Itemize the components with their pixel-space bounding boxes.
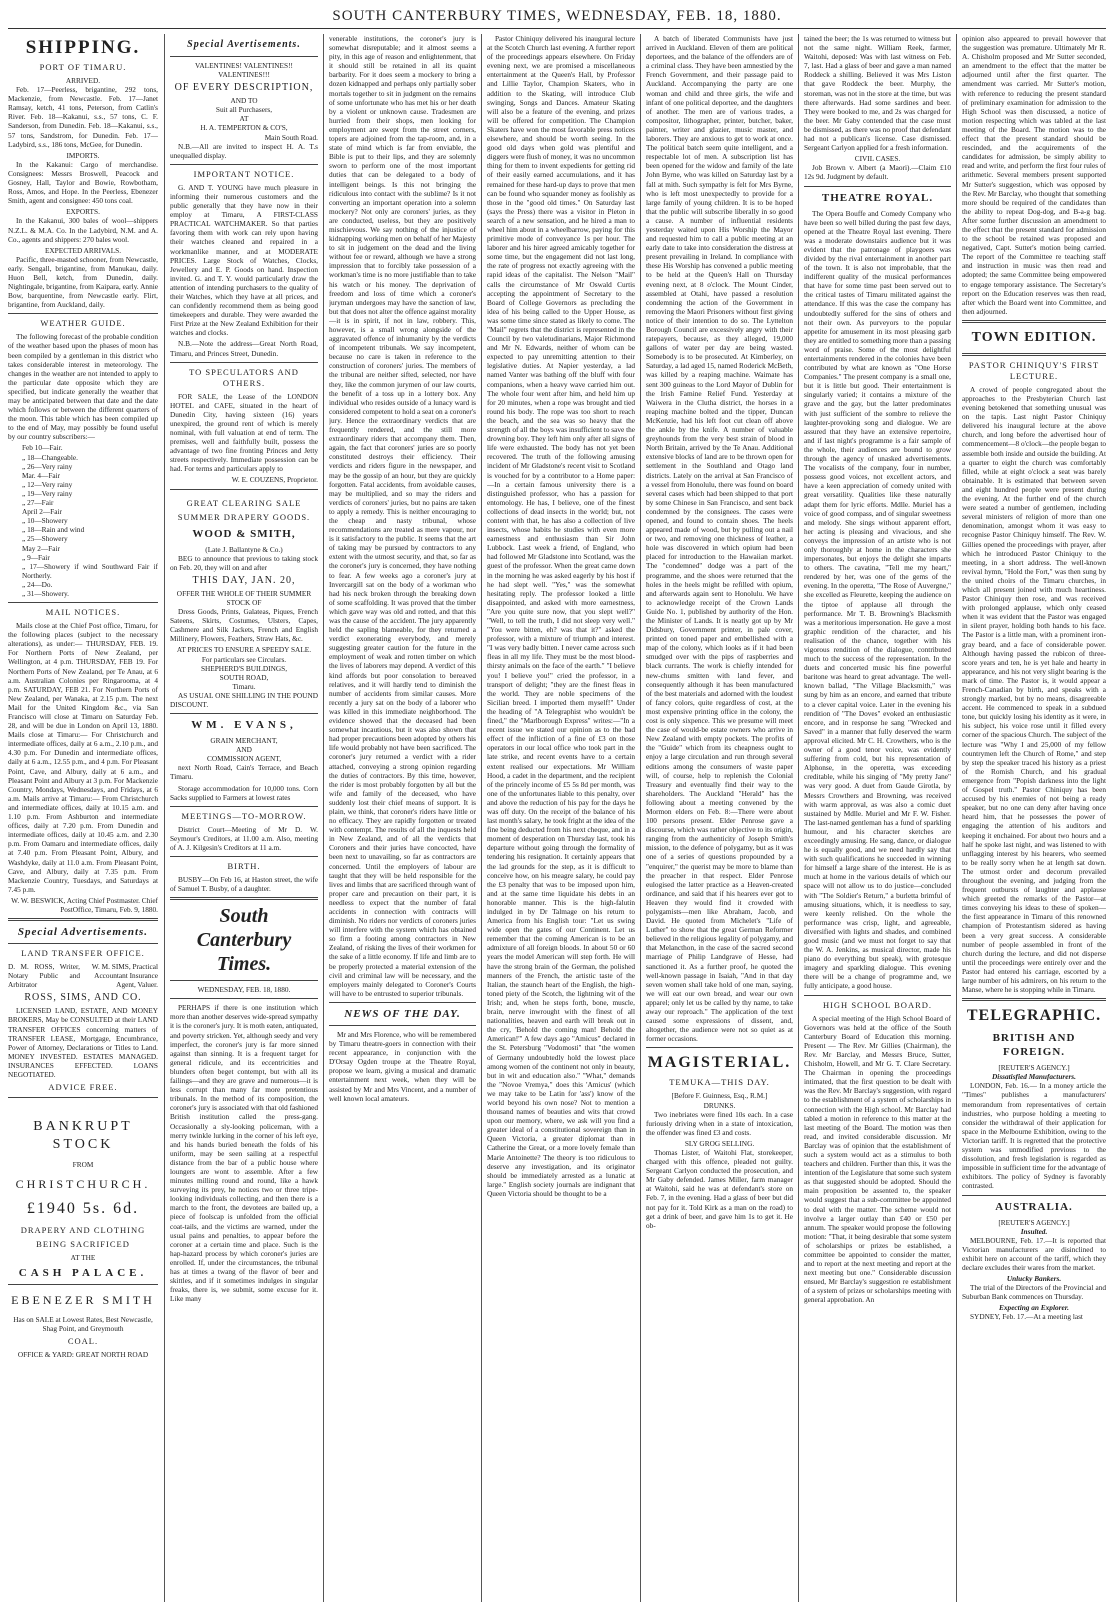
column-5 bbox=[646, 34, 793, 1604]
drunks-label: DRUNKS. bbox=[703, 1100, 736, 1110]
divider bbox=[170, 713, 318, 714]
ebenezer-smith: EBENEZER SMITH bbox=[11, 1293, 155, 1308]
timaru-label: Timaru. bbox=[232, 681, 256, 691]
weather-row: „ 19—Very rainy bbox=[22, 488, 73, 498]
at-the: AT THE bbox=[70, 1253, 96, 1263]
birth-heading: BIRTH. bbox=[227, 861, 261, 871]
column-rule bbox=[164, 34, 165, 1602]
insulted-text: MELBOURNE, Feb. 17.—It is reported that Victorian manufacturers are disinclined to exhibit here on account of the tariff, which they declare excludes their wares from the market. bbox=[962, 1235, 1106, 1272]
column-rule bbox=[956, 34, 957, 1602]
weather-row: „ 31—Showery. bbox=[22, 588, 69, 598]
temperton-nb: N.B.—All are invited to inspect H. A. T.s unequalled display. bbox=[170, 141, 318, 160]
reuters-agency: [REUTER'S AGENCY.] bbox=[998, 1063, 1070, 1073]
civil-cases-text: Job Brown v. Albert (a Maori).—Claim £10 12s 9d. Judgment by default. bbox=[804, 163, 951, 182]
bankrupt-stock: BANKRUPT STOCK bbox=[33, 1119, 133, 1153]
divider bbox=[329, 1002, 476, 1003]
exports-text: In the Kakanui, 300 bales of wool—shippers N.Z.L. & M.A. Co. In the Ladybird, N.M. and A. Co., agents and shippers: 270 bales wool. bbox=[8, 216, 158, 244]
unlucky-text: The trial of the Directors of the Provincial and Suburban Bank commences on Thursday. bbox=[962, 1283, 1106, 1302]
meetings-text: District Court—Meeting of Mr D. W. Seymour's Creditors, at 11.00 a.m. Also, meeting of A. J. Kilgesin's Creditors at 11 a.m. bbox=[170, 824, 318, 852]
stock-price: £1940 5s. 6d. bbox=[26, 1200, 140, 1218]
commission-agent: COMMISSION AGENT, bbox=[206, 754, 282, 764]
news-continued: Pastor Chiniquy delivered his inaugural lecture at the Scotch Church last evening. A further report of the proceedings appears elsewhere. On Friday evening next, we are promised a miscellaneous entertainment at the Queen's Hall, by Professor and Lillie Taylor, Champion Skaters, who in addition to the Skating, will introduce Club swinging, Songs and Dances. Amateur Skating will also be a feature of the evening, and prizes will be offered for competition. The Champion Skaters have won the most favorable press notices elsewhere, and should be worth seeing. In the good old days when gold was plentiful and diggers were flush of money, it was no uncommon thing for them to invent expedients for getting rid of their easily earned accumulations, and it has remained for these hard-up days to prove that men can be found who squander money as foolishly as those in the "good old times." On Saturday last (says the Press) there was a visitor in Pleton in search of a new sensation, and he hired a man to wheel him about in a wheelbarrow, paying for this primitive mode of conveyance 1s per hour. The laborer and his hirer agreed amicably together for some time, but the engagement did not last long, the rate of progress not exactly agreeing with the rapid ideas of the capitalist. The Nelson "Mail" calls the circumstance of Mr Oswald Curtis accepting the appointment of Secretary to the Board of College Governors as precluding the idea of his being called to the Upper House, as was some time since stated as likely to come. The "Mail" regrets that the district is represented in the Council by two valetudinarians, Major Richmond and Mr N. Edwards, neither of whom can be expected to pay unremitting attention to their legislative duties. At Napier yesterday, a lad named Vanter was bathing off the bluff with four companions, when a heavy wave carried him out. The whole four went after him, and held him up for 20 minutes, when a rope was brought and tied round his body. The rope was too short to reach the beach, and the sea was so heavy that the strength of all the boys was insufficient to save the drowning boy. They left him only after all signs of life were exhausted. The body has not yet been recovered. The truth of the following amusing incident of Mr Gladstone's recent visit to Scotland is vouched for by a contributor to a Home paper:—In a certain famous university there is a distinguished professor, who has a passion for entomology. He has, I believe, one of the finest collections of dead insects in the world; but, not content with that, he has also a collection of live insects, whose habits he studies with even more earnestness and enthusiasm than Sir John Lubbock. Last week a friend, of England, who had followed Mr Gladstone into Scotland, was the guest of the professor. When the great came down in the morning he was asked eagerly by his host if he had slept well. "Yes," was the somewhat hesitating reply. The professor looked a little disappointed, and asked with more earnestness, "Are you quite sure now, that you slept well?" "Well, to tell the truth, I did not sleep very well." "You were bitten, eh? was that it?" asked the professor, with a mixture of triumph and interest. "I was very badly bitten. I never came across such fleas in all my life. They must be the most blood-thirsty animals on the face of the earth." "I believe you! I believe you!" cried the professor, in a transport of delight; "they are the finest fleas in the world. They are noble specimens of the Sicilian breed. I imported them myself!" Under the heading of "A Telegraphist who wouldn't be fined," the "Marlborough Express" writes:—"In a recent issue we stated our opinion as to the bad effect of the infliction of a fine of £3 on those operators in our local office who took part in the late strike, and recent events have to a certain extent realised our expectations. Mr William Hood, a cadet in the department, and the recipient of the princely income of £5 5s 8d per month, was one of the unfortunates liable to this penalty, over and above the reduction of his pay for the days he was off duty. On the receipt of the balance of his last month's salary, he took fright at the idea of the fine being deducted from his next cheque, and in a moment of desperation on Thursday last, took his departure without going through the formality of tendering his resignation. It certainly appears that the lad grounds for the step, as it is difficult to conceive how, on his meagre salary, he could pay the £3 penalty that was to be imposed upon him, and at the same time liquidate his debts in an honorable manner. This is the high-falutin indulged in by Dr Talmage on his return to America from his English tour: "Let us swing wide open the gates of our Continent. Let us remember that the coming American is to be an admixture of all foreign bloods. In about 50 or 60 years the model American will step forth. He will have the strong brain of the German, the polished manners of the French, the artistic taste of the Italian, the staunch heart of the English, the high-toned piety of the Scotch, the lightning wit of the Irish; and, when he steps forth, bone, muscle, brain, nerve inwrought with the finest of all nationalities, heaven and earth will break out in the cry, 'Behold the coming man! Behold the American!'" A few days ago "Amicus" declared in the St. Petersburg "Vodomosti" that "the women of Germany undoubtedly hold the lowest place among women of the continent not only in beauty, but in wit and education also." "What," demands the "Novoe Vremya," does this 'Amicus' (which we may take to be Latin for 'ass') know of the world beyond his own nose? Not to mention a thousand names of beauties and wits that crowd upon our memory, where, we ask will you find a greater ideal of a constitutional sovereign than in Queen Victoria, a greater diplomat than in Catherine the Great, or a more lovely female than Marie Antoinette? The theory is too ridiculous to deserve any investigation, and its originator should be immediately arrested as a lunatic at large." English society journals are indignant that Queen Victoria should be thought to be a bbox=[487, 34, 635, 1198]
divider bbox=[170, 998, 318, 999]
offer-stock: OFFER THE WHOLE OF THEIR SUMMER STOCK OF bbox=[176, 588, 312, 607]
grain-merchant: GRAIN MERCHANT, bbox=[210, 736, 278, 746]
this-day: THIS DAY, JAN. 20, bbox=[192, 574, 296, 586]
telegraphic-heading: TELEGRAPHIC. bbox=[966, 1007, 1102, 1025]
column-rule bbox=[798, 34, 799, 1602]
ross-sims-heading: ROSS, SIMS, AND CO. bbox=[24, 992, 142, 1004]
sly-grog-continued: tained the beer; the 1s was returned to witness but not the same night. William Reek, farmer, Waitohi, deposed: Was with last witness on Feb. 7, last. Had a glass of beer and gave a man named Roddeck a shilling. Believed it was Mrs Liston that gave Roddeck the beer. Murphy, the storeman, was not in the store at the time, but was there afterwards. Had some sardines and beer. They were booked to me, and 2s was charged for the beer. Mr Gaby contended that the case must be dismissed, as there was no proof that defendant had not a publican's license. Case dismissed. Sergeant Carlyon applied for a fresh information. bbox=[804, 34, 951, 153]
explorer-heading: Expecting an Explorer. bbox=[999, 1303, 1069, 1313]
weather-text: The following forecast of the probable condition of the weather based upon the phases of moon has been compiled by a gentleman in this district who takes considerable interest in meteorology. The changes in the weather are not intended to apply to the particular date opposite which they are specified, but indicate generally the weather that may be anticipated between that date and the date which follows or between the different quarters of the moon. This table which has been compiled up to the end of May, may possibly be found useful by our country subscribers:— bbox=[8, 332, 158, 442]
divider bbox=[962, 1195, 1106, 1196]
weather-row: „ 9—Fair bbox=[22, 552, 50, 562]
divider bbox=[962, 998, 1106, 1001]
divider bbox=[804, 186, 951, 187]
meetings-heading: MEETINGS—TO-MORROW. bbox=[181, 810, 307, 821]
weather-row: „ 10—Showery bbox=[22, 516, 68, 526]
beg-text: BEG to announce that previous to taking stock on Feb. 20, they will on and after bbox=[170, 553, 318, 572]
south-road: SOUTH ROAD, bbox=[219, 672, 269, 682]
speculators-heading: TO SPECULATORS AND OTHERS. bbox=[189, 366, 299, 388]
weather-row: „ 24—Do. bbox=[22, 579, 53, 589]
office-yard: OFFICE & YARD: GREAT NORTH ROAD bbox=[17, 1350, 149, 1360]
masthead-rule bbox=[8, 28, 1106, 29]
high-school-heading: HIGH SCHOOL BOARD. bbox=[822, 999, 933, 1010]
weather-row: „ 27—Fair bbox=[22, 498, 54, 508]
main-south-road: Main South Road. bbox=[264, 132, 318, 142]
ross-sims-text: LICENSED LAND, ESTATE, AND MONEY BROKERS, May be CONSULTED at their LAND TRANSFER OFFICES concerning matters of TRANSFER LEASE, Mortgage, Encumbrance, Power of Attorney, Declarations or Titles to Land. MONEY INVESTED. ESTATES MANAGED. INSURANCES EFFECTED. LOANS NEGOTIATED. bbox=[8, 1006, 158, 1079]
chiniquy-heading: PASTOR CHINIQUY'S FIRST LECTURE. bbox=[968, 359, 1100, 381]
column-1 bbox=[8, 34, 158, 1604]
shipping-heading: SHIPPING. bbox=[25, 37, 141, 58]
divider bbox=[329, 1025, 476, 1026]
from-label: FROM bbox=[72, 1160, 94, 1170]
speculators-text: FOR SALE, the Lease of the LONDON HOTEL and CAFE, situated in the heart of Dunedin City, having sixteen (16) years unexpired, the ground rent of which is merely nominal, with full valuation at end of term. The premises, well and faithfully built, possess the advantage of two fine fronting Princes and Jetty streets respectively. Immediate possession can be had. For terms and particulars apply to bbox=[170, 391, 318, 474]
temuka-heading: TEMUKA—THIS DAY. bbox=[669, 1077, 770, 1088]
divider bbox=[646, 1047, 793, 1048]
news-text: Mr and Mrs Florence, who will be remembered by Timaru theatre-goers in connection with their recent appearance, in conjunction with the D'Orsay Ogden troupe at the Theatre Royal, propose we learn, giving a musical and dramatic entertainment next week, when they will be assisted by Mr and Mrs Vincent, and a number of well known local amateurs. bbox=[329, 1029, 476, 1103]
divider bbox=[8, 918, 158, 921]
clearing-sale: GREAT CLEARING SALE bbox=[186, 497, 302, 508]
advice-free: ADVICE FREE. bbox=[48, 1082, 118, 1093]
unlucky-heading: Unlucky Bankers. bbox=[1006, 1274, 1062, 1284]
being-sacrificed: BEING SACRIFICED bbox=[36, 1239, 130, 1250]
sly-grog-text: Thomas Lister, of Waitohi Flat, storekeeper, charged with this offence, pleaded not guilty. Sergeant Carlyon conducted the prosecution, and Mr Gaby defended. James Miller, farm manager at Waitohi, said he was at defendant's store on Feb. 7, in the evening. Had a glass of beer but did not pay for it. Told Kirk as a man on the road) to get a drink of beer, and gave him 1s to get it. He ob- bbox=[646, 1147, 793, 1230]
high-school-continued: opinion also appeared to prevail however that the suggestion was premature. Ultimately Mr R. A. Chisholm proposed and Mr Sutter seconded, an amendment to the effect that the matter be adjourned until after the first quarter. The amendment was carried. Mr Sutter's motion, with reference to reducing the present standard of preliminary examination for admission to the High School was then discussed, a notice of motion respecting which was tabled at the last meeting of the Board. The motion was to the effect that the present standard should be rescinded, and the acquirements of the candidates for admission, be simply ability to read and write, and perform the first four rules of arithmetic. Several members present supported Mr Sutter's suggestion, which was opposed by the Rev. Mr Barclay, who thought that something more should be required of the candidates than the ability to repeat Dog-dog, and B-a-g bag. After some further discussion an amendment to the effect that the present standard for admission to the school be retained was proposed and negatived, Capt. Sutter's motion being carried. The report of the Committee re teaching staff and instruction in music was then read and adopted; the same Committee being empowered to engage temporary assistance. The Secretary's report on the Education reserves was then read, after which the Board went into Committee, and then adjourned. bbox=[962, 34, 1106, 316]
weather-row: „ 25—Showery bbox=[22, 534, 68, 544]
at-label: AT bbox=[239, 114, 249, 124]
christchurch: CHRISTCHURCH. bbox=[15, 1177, 151, 1192]
weather-row: May 2—Fair bbox=[22, 543, 60, 553]
shepherds-buildings: SHEPHERD'S BUILDINGS, bbox=[200, 663, 288, 673]
leader-article: PERHAPS if there is one institution which more than another deserves wide-spread sympathy it is the coroner's jury. It is moth eaten, antiquated, and poverty stricken. Yet, although seedy and very imperfect, the coroner's jury is far more sinned against than sinning. It is a frequent target for general ridicule, and its eccentricities and blunders often beget contempt, but with all its failings—and they are grave and numerous—it is less corrupt than many far more pretentious tribunals. In the method of its composition, the coroner's jury is associated with that old fashioned British institution called the press-gang. Occasionally a sly-looking policeman, with a merry twinkle lurking in the corner of his left eye, and his hands buried beneath the folds of his uniform, may be seen sailing at a respectful distance from the bar of a public house where loungers are wont to assemble. After a few minutes milling round and round, like a hawk surveying its prey, he notices two or three tripe-looking individuals collecting, and then there is a march to the front, the devotees are bailed up, a piece of foolscap is unfolded from the official coat-tails, and the victims are warned, under the usual pains and penalties, to appear before the coroner at a certain time and place. Such is the hap-hazard process by which coroner's juries are enrolled. If, under the circumstances, the tribunal has at times a twang of the flavor of beer and skittles, and if it sometimes indulges in singular freaks, there is, we submit, some excuse for it. Like many bbox=[170, 1003, 318, 1304]
special-ads-heading: Special Advertisements. bbox=[17, 926, 149, 939]
column-rule bbox=[481, 34, 482, 1602]
port-heading: PORT OF TIMARU. bbox=[39, 62, 127, 72]
goods-list: Dress Goods, Prints, Galateas, Piques, French Sateens, Skirts, Costumes, Ulsters, Capes, Cashmere and Silk Jackets, French and English Millinery, Flowers, Feathers, Straw Hats, &c. bbox=[170, 607, 318, 644]
imports-label: IMPORTS. bbox=[66, 150, 100, 160]
divider bbox=[170, 362, 318, 363]
british-foreign-heading: BRITISH AND FOREIGN. bbox=[992, 1032, 1076, 1059]
weather-row: „ 18—Rain and wind bbox=[22, 525, 85, 535]
mail-signature: W. W. BESWICK, Acting Chief Postmaster. Chief PostOffice, Timaru, Feb. 9, 1880. bbox=[11, 895, 158, 914]
divider bbox=[962, 320, 1106, 323]
reuters-agency: [REUTER'S AGENCY.] bbox=[998, 1217, 1070, 1227]
discount: AS USUAL ONE SHILLING IN THE POUND DISCOUNT. bbox=[170, 690, 318, 709]
summer-drapery: SUMMER DRAPERY GOODS. bbox=[177, 511, 311, 522]
birth-text: BUSBY—On Feb 16, at Haston street, the wife of Samuel T. Busby, of a daughter. bbox=[170, 875, 318, 894]
divider bbox=[8, 602, 158, 603]
cash-palace: CASH PALACE. bbox=[18, 1267, 148, 1280]
wood-smith: WOOD & SMITH, bbox=[192, 527, 296, 540]
couzens: W. E. COUZENS, Proprietor. bbox=[231, 475, 318, 485]
temperton: H. A. TEMPERTON & CO'S, bbox=[200, 123, 288, 133]
land-right: W. M. SIMS, Practical Accountant Insurance Agent, Valuer. bbox=[91, 962, 158, 990]
column-rule bbox=[323, 34, 324, 1602]
sly-grog-label: SLY GROG SELLING. bbox=[684, 1138, 755, 1148]
exports-label: EXPORTS. bbox=[66, 207, 100, 217]
divider bbox=[170, 56, 318, 57]
australia-heading: AUSTRALIA. bbox=[995, 1200, 1073, 1213]
weather-row: „ 17—Showery if wind Southward Fair if Northerly. bbox=[22, 561, 158, 580]
expected-label: EXPECTED ARRIVALS. bbox=[44, 245, 122, 255]
divider bbox=[170, 980, 318, 981]
weather-row: „ 12—Very rainy bbox=[22, 479, 73, 489]
town-edition-heading: TOWN EDITION. bbox=[971, 329, 1097, 345]
suit-purchasers: Suit all Purchasers, bbox=[215, 105, 273, 115]
evans-heading: WM. EVANS, bbox=[191, 719, 297, 732]
weather-heading: WEATHER GUIDE. bbox=[40, 318, 126, 329]
dissatisfied-heading: Dissatisfied Manufacturers. bbox=[992, 1072, 1076, 1082]
dateline: WEDNESDAY, FEB. 18, 1880. bbox=[197, 985, 291, 995]
explorer-text: SYDNEY, Feb. 17.—At a meeting last bbox=[970, 1312, 1083, 1322]
column-rule bbox=[640, 34, 641, 1602]
column-6 bbox=[804, 34, 951, 1604]
weather-table bbox=[8, 443, 158, 598]
coal-label: COAL. bbox=[67, 1336, 99, 1347]
and-label: AND bbox=[236, 745, 252, 755]
divider bbox=[170, 806, 318, 807]
civil-cases-label: CIVIL CASES. bbox=[854, 154, 901, 164]
imports-text: In the Kakanui: Cargo of merchandise. Consignees: Messrs Broswell, Peacock and Gosney, Hall, Taylor and Bowie, Rowbotham, Ross, Amos, and Hope. In the Peerless, Ebenezer Smith, agent and consignee: 450 tons coal. bbox=[8, 159, 158, 206]
chiniquy-text: A crowd of people congregated about the approaches to the Presbyterian Church last evening betokened that something unusual was on the tapis. Last night Pastor Chiniquy delivered his inaugural lecture at the above church, and long before the advertised hour of commencement—8 o'clock—the people began to assemble both inside and outside the building. At a quarter to eight the church was comfortably filled, while at eight o'clock a seat was barely obtainable. It is estimated that between seven and eight hundred people were present during the evening. At the further end of the church were seated a number of gentlemen, including several ministers of religion of more than one denomination, amongst whom it was easy to recognise Pastor Chiniquy himself. The Rev. W. Gillies opened the proceedings with prayer, after which he introduced Pastor Chiniquy to the meeting, in a short address. The well-known revival hymn, "Hold the Fort," was then sung by the united choirs of the Timaru churches, in which all present joined with much heartiness. Pastor Chiniquy then rose, and was received with prolonged applause, which only ceased when it was evident that the Pastor was engaged in silent prayer, holding both hands to his face. The Pastor is a little man, with a prominent iron-gray beard, and a face of considerable power. Although having passed the rubicon of three-score years and ten, he is yet hale and hearty in appearance, and his not very slight bearing is the mark of time. The Pastor is, it would appear a French-Canadian by birth, and speaks with a strongly marked, but by no means, disagreeable accent. He commenced to speak in a subdued tone, but quickly losing his identity as it were, in his subject, his voice rose until it filled every corner of the spacious Church. The subject of the lecture was "Why I and 25,000 of my fellow countrymen left the Church of Rome," and step by step the speaker traced his history as a priest of the Romish Church, and his gradual emergence from "Popish darkness into the light of Gospel truth." Pastor Chiniquy has been accused by his enemies of not being a ready speaker, but no one can deny after having once heard him, that he possesses the power of engaging the attention of his auditors and keeping it enchained. For about two hours and a half he spoke last night, and was listened to with unflagging interest by his hearers, who seemed to be really sorry when he at length sat down. The utmost order and decorum prevailed throughout the evening, and judging from the frequent outbursts of laughter and applause which greeted the remarks of the Pastor—at times conveying his ideas to these of spoken—the first appearance in Timaru of this renowned champion of Protestantism sidered as having been a very great success. A considerable number of people assembled in front of the church during the lecture, and did not disperse until the proceedings were entirely over and the Pastor had entered his carriage, escorted by a large number of his admirers, on his return to the Manse, where he is stopping while in Timaru. bbox=[962, 384, 1106, 995]
divider bbox=[804, 995, 951, 996]
leader-continued: venerable institutions, the coroner's jury is somewhat disreputable; and it almost seems a pity, in this age of reason and enlightenment, that it should still be retained in all its quaint barbarity. For it does seem a mockery to bring a dozen kidnapped and perhaps only partially sober mortals together to sit in judgment on the remains of some unfortunate who has met his or her death by a violent or unknown cause. Tradesmen are hurried from their shops, men looking for employment are swept from the street corners, topers are adjoined from the tap-room, and, in a state of mind which is far from enviable, the Bible is put to their lips, and they are solemnly sworn to perform one of the most important duties that can be delegated to a body of intelligent beings. Is this not bringing the ridiculous into contact with the sublime? Is it not converting an important operation into a solemn mockery? Not only are coroners' juries, as they are conducted, useless, but they are positively mischievous. We say nothing of the injustice of kidnapping working men on behalf of her Majesty to sit in judgement on the dead and the living without fee or reward, although we have a strong impression that to forcibly take possession of a workman's time is no more justifiable than to take his watch or his money. The deprivation of freedom and loss of time which a coroner's juryman undergoes may have the sanction of law, but that does not alter the offence against morality—it is in spirit, if not in law, robbery. This, however, is a small wrong alongside of the aggravated offence of inhumanity by the verdicts of incompetent tribunals. We say incompetent, because no care is taken in reference to the construction of coroners' juries. The members of the tribunal are neither sifted, selected, nor have they, like the common jurymen of our law courts, the benefit of a toss up in a lottery box. Any individual who resides outside of a lunacy ward is considered competent to hold a seat on a coroner's jury. Hence the extraordinary verdicts that are frequently rendered, and the still more extraordinary riders that accompany them. Then, again, the fact that coroners' juries are so poorly constituted destroys their efficiency. Their verdicts and riders figure in the newspaper, and may be the gossip of an hour, but they are quickly forgotten. Fatal accidents, from avoidable causes, may be multiplied, and so may the riders and verdicts of coroners' juries, but no pains are taken to apply a remedy. This is neither encouraging to the cheap and nasty tribunal, whose recommendations are treated as mere vapour, nor is it satisfactory to the public. It seems that the art of taking may be pursued by contractors to any extent with the utmost security, and that, so far as the coroner's jury is concerned, they have nothing to fear. A few weeks ago a coroner's jury at Invercargill sat on the body of a workman who had his neck broken through the breaking down of some scaffolding. It was proved that the timber which gave way was old and rotted, and that this was the cause of the accident. The jury apparently held the sapling blameable, for they returned a verdict exonerating everybody, and merely suggesting greater caution for the future in the employment of weak and rotten timber on which the lives of laborers may depend. A verdict of this kind affords but poor consolation to bereaved relatives, and it will hardly tend to diminish the number of accidents from similar causes. More recently a jury sat on the body of a laborer who was killed in this immediate neighborhood. The evidence showed that the deceased had been somewhat incautious, but it was also shown that had proper precautions been adopted by others his life would probably not have been sacrificed. The coroner's jury returned a verdict with a rider attached, conveying a strong opinion regarding the duties of contractors. By this time, however, the rider is most probably forgotten by all but the wife and family of the deceased, who have suddenly lost their chief means of support. It is plain, we think, that coroner's riders have little or no efficacy. They are rapidly forgotten or treated with contempt. The results of all the inquests held in New Zealand, and of all the verdicts that Coroners and their juries have concocted, have been next to unavailing, so far as contractors are concerned. Until the employers of labour are taught that they will be held responsible for the lives and limbs that are sacrificed through want of proper care and precaution on their part, it is needless to expect that the number of fatal accidents in connection with contracts will diminish. No riders nor verdicts of coroners juries will interfere with the system which has obtained so firm a footing among contractors in New Zealand, of risking the lives of their workmen for the sake of a little economy. If life and limb are to be properly protected a material extension of the civil and criminal law will be necessary, and the employers mainly delegated to Coroner's Courts will have to be entrusted to superior tribunals. bbox=[329, 34, 476, 998]
high-school-text: A special meeting of the High School Board of Governors was held at the office of the South Canterbury Board of Education this morning. Present — The Rev. Mr Gillies (Chairman), the Rev. Mr Barclay, and Messrs Bruce, Sutter, Chisholm, Howell, and Mr G. T. Clare Secretary. The Chairman in opening the proceedings intimated, that the first question to be dealt with was the Rev. Mr Barclay's suggestion, with regard to the establishment of a system of scholarships in connection with the High school. Mr Barclay had tabled a motion in reference to this matter at the last meeting of the Board. The motion was then read, and invited considerable discussion. Mr Barclay was of opinion that the establishment of such a system would act as a stimulus to both teachers and children. Further than this, it was the intention of the Legislature that some such system as that suggested should be adopted. Should the main proposition be assented to, the speaker would suggest that a sub-committee be appointed to deal with the matter. The scheme would not involve a larger outlay than £40 or £50 per annum. The speaker would propose the following motion: "That, it being desirable that some system of scholarships or prizes be established, a committee be appointed to consider the matter, and to report at the next meeting and report at the next meeting but one." Considerable discussion ensued, Mr Barclay's suggestion re establishment of a system of prizes or scholarships meeting with general approbation. An bbox=[804, 1013, 951, 1305]
young-nb: N.B.—Note the address—Great North Road, Timaru, and Princes Street, Dunedin. bbox=[170, 339, 318, 358]
masthead: SOUTH CANTERBURY TIMES, WEDNESDAY, FEB. 18, 1880. bbox=[332, 8, 782, 24]
expected-text: Pacific, three-masted schooner, from Newcastle, early. Sengall, brigantine, from Manukau, daily. Huon Bell, ketch, from Dunedin, daily. Nightingale, brigantine, from Kaipara, early. Annie Bow, barquentine, from Newcastle early. Flirt, brigantine, from Auckland, daily. bbox=[8, 254, 158, 310]
column-3 bbox=[329, 34, 476, 1604]
theatre-heading: THEATRE ROYAL. bbox=[821, 191, 934, 204]
arrived-text: Feb. 17—Peerless, brigantine, 292 tons, Mackenzie, from Newcastle. Feb. 17—Janet Ramsay, ketch, 41 tons, Peterson, from Catlin's River. Feb. 18—Kakanui, s.s., 57 tons, C. F. Sanderson, from Dunedin. Feb. 18—Kakanui, s.s., 57 tons, Sandstrom, for Dunedin. Feb. 17—Ladybird, s.s., 186 tons, McGee, for Dunedin. bbox=[8, 85, 158, 149]
mail-heading: MAIL NOTICES. bbox=[45, 607, 121, 618]
ebenezer-text: Has on SALE at Lowest Rates, Best Newcastle, Shag Point, and Greymouth bbox=[13, 1315, 153, 1334]
column-2 bbox=[170, 34, 318, 1604]
mail-text: Mails close at the Chief Post office, Timaru, for the following places (subject to the necessary alterations), as under:— THURSDAY, FEB. 19. For Northern Ports of New Zealand, per Wellington, at 4 p.m. THURSDAY, FEB 19. For Northern Ports of New Zealand, per Te Anau, at 6 a.m. Australian Colonies per Ringarooma, at 4 p.m. SATURDAY, FEB 21. For Northern Ports of New Zealand, per Wanaka, at 2.15 p.m. The next Mail for the United Kingdom &c., via San Francisco will close at Timaru on Saturday Feb. 28, and will be due in London on April 13, 1880. Mails close at Timaru:— For Christchurch and intermediate offices, daily at 6 a.m., 2.10 p.m., and 4.30 p.m. For Dunedin and intermediate offices, daily at 6 a.m., 12.55 p.m., and 4 p.m. For Pleasant Point, Cave, and Albury, daily at 6 a.m., and Pleasant Point and Albury at 3 p.m. For Mackenzie Country, Mondays, Wednesdays, and Fridays, at 6 a.m. Mails arrive at Timaru:— From Christchurch and intermediate offices, daily at 10.15 a.m. and 1.10 p.m. From Ashburton and intermediate offices, daily at 7.20 p.m. From Dunedin and intermediate offices, daily at 10.45 a.m. and 2.30 p.m. From Oamaru and intermediate offices, daily at 7.40 p.m. From Pleasant Point, Albury, and Washdyke, daily at 11.0 a.m. From Pleasant Point, Cave, and Albury, daily at 7.35 p.m. From Mackenzie Country, Tuesdays, and Saturdays at 7.45 p.m. bbox=[8, 621, 158, 894]
every-description: OF EVERY DESCRIPTION, bbox=[174, 82, 314, 94]
divider bbox=[170, 164, 318, 165]
divider bbox=[8, 313, 158, 314]
nameplate: South Canterbury Times. bbox=[196, 905, 292, 976]
and-to: AND TO bbox=[230, 96, 258, 106]
land-transfer-names bbox=[8, 962, 158, 989]
news-continued: A batch of liberated Communists have just arrived in Auckland. Eleven of them are political deportees, and the balance of the offenders are of a criminal class. They have been amnestied by the French Government, and their passage paid to Auckland. Accompanying the party are one woman and child and three girls, the wife and infant of one political deportee, and the daughters of another. The men are of various trades, a compositor, lithographer, printer, butcher, baker, painter, writer and glazier, music master, and laborers. They are anxious to get to work at once. The political batch seem quite intelligent, and a respectable lot of men. A subscription list has been opened for the widow and family of the late John Byrne, who was killed on Saturday last by a fall at mith. Such sympathy is felt for Mrs Byrne, who is left most unexpectedly to provide for a large family of young children. It is to be hoped that the public will subscribe liberally in so good a cause. A number of influential residents yesterday waited upon His Worship the Mayor and requested him to call a public meeting at an early date to take into consideration the distress at present prevailing in Ireland. In compliance with these His Worship has convened a public meeting to be held at the Queen's Hall on Thursday evening next, at 8 o'clock. The Mount Cinder, assembled at Otahi, have passed a resolution condemning the action of the Government in removing the Maori Prisoners without first giving notice of their intention to do so. The Lyttelton Borough Council are excessively angry with their ratepayers, because, as they alleged, 19,000 gallons of water per day are being wasted. Somebody is to be prosecuted. At Kimberley, on Saturday, a lad aged 15, named Roderick McBeth, was killed by a reaping machine. Waimate has sent 300 guineas to the Lord Mayor of Dublin for the Irish Famine Relief Fund. Yesterday at Waiwera in the Clutha district, the horses in a reaping machine bolted and the tipper, Duncan McKenzie, had his left foot cut clean off above the ankle by the knife. A number of valuable greyhounds from the very best strain of blood in North Britain, arrived by the Te Anau. Additional extensive blocks of land are to be thrown open for settlement in the Southland and Otago land districts. Lately on the arrival at San Francisco of a vessel from Honolulu, there was found on board several cases which had been shipped to that port by some Chinese in San Francisco, and sent back condemned by the consignees. The cases were opened, and found to contain shoes. The heels appeared made of wood, but by pulling out a nail or two, and removing one thickness of leather, a hole was discovered in which opium had been placed for introduction to the Hawaiian market. The "condemned" dodge was a part of the programme, and the shoes were returned that the holes in the heels might be refilled with opium, and afterwards again sent to Honolulu. We have to acknowledge receipt of the Crown Lands Guide No. 1, published by authority of the Hon. the Minister of Lands. It is neatly got up by Mr Didsbury, Government printer, in pale cover, printed on toned paper and embellished with a map of the colony, which looks as if it had been smudged over with the pips of raspberries and black currants. The work is chiefly intended for new-chums smitten with land fever, and consequently although it has been manufactured of the best materials and adorned with the loudest of fancy colors, quite regardless of cost, at the most expensive printing office in the colony, the cost is only sixpence. This we presume will meet the case of would-be estate owners who arrive in New Zealand with empty pockets. The profits of the "Guide" which from its cheapness ought to enjoy a large circulation and run through several editions among the consumers of waste paper will, of course, help to replenish the Colonial Treasury and eventually find their way to the shareholders. The Auckland "Herald" has the following about a meeting convened by the Mormon elders on Feb. 8:—There were about 100 persons present. Elder Penrose gave a discourse, which was rather objective to its origin, ranging from the authenticity of Joseph Smith's mission, to the defence of polygamy, but as it was one of a series of questions propounded by a "enquirer," the querist may be more to blame than the preacher in that respect. Elder Penrose eulogised the latter practice as a Heaven-created ordinance, and said that if his hearers ever got to Heaven they would find it crowded with polygamists—men like Abraham, Jacob, and David. He quoted from Michelet's "Life of Luther" to show that the great German Reformer believed in the religious legality of polygamy, and that Melancthon, in the case of the sacred second marriage of Philip Landgrave of Hesse, had sanctioned it. As a further proof, he quoted the well-known passage in Isaiah, "And in that day seven women shall take hold of one man, saying, we will eat our own bread, and wear our own apparel; only let us be called by thy name, to take away our reproach." The application of the text caused some expressions of dissent, and, altogether, the audience were not so quiet as at former occasions. bbox=[646, 34, 793, 1044]
drapery-line: DRAPERY AND CLOTHING bbox=[20, 1225, 146, 1236]
insulted-heading: Insulted. bbox=[1020, 1226, 1048, 1236]
column-7 bbox=[962, 34, 1106, 1604]
weather-row: „ 26—Very rainy bbox=[22, 461, 73, 471]
news-heading: NEWS OF THE DAY. bbox=[344, 1007, 461, 1020]
land-transfer-heading: LAND TRANSFER OFFICE. bbox=[21, 948, 145, 959]
prices-speedy: AT PRICES TO ENSURE A SPEEDY SALE. bbox=[176, 645, 312, 655]
land-left: D. M. ROSS, Writer, Notary Public and Arbitrator bbox=[8, 962, 80, 990]
divider bbox=[170, 897, 318, 900]
storage-text: Storage accommodation for 10,000 tons. Corn Sacks supplied to Farmers at lowest rates bbox=[170, 783, 318, 802]
weather-row: „ 18—Changeable. bbox=[22, 452, 78, 462]
special-ads-heading: Special Avertisements. bbox=[187, 39, 301, 50]
valentines: VALENTINES! VALENTINES!! VALENTINES!!! bbox=[195, 61, 293, 80]
divider bbox=[8, 1284, 158, 1285]
weather-row: Feb 10—Fair. bbox=[22, 443, 63, 453]
before-line: [Before F. Guinness, Esq., R.M.] bbox=[671, 1091, 768, 1101]
late-ballantyne: (Late J. Ballantyne & Co.) bbox=[205, 544, 283, 554]
see-circulars: For particulars see Circulars. bbox=[201, 654, 287, 664]
weather-row: April 2—Fair bbox=[22, 507, 62, 517]
divider bbox=[8, 943, 158, 944]
divider bbox=[170, 856, 318, 857]
divider bbox=[962, 353, 1106, 356]
magisterial-heading: MAGISTERIAL. bbox=[647, 1054, 792, 1072]
young-text: G. AND T. YOUNG have much pleasure in informing their numerous customers and the public generally that they have now in their employ at Timaru, A FIRST-CLASS PRACTICAL WATCHMAKER. So that parties favoring them with work can rely upon having their watches cleaned and repaired in a workmanlike manner, and at MODERATE PRICES. Large Stock of Watches, Clocks, Jewellery and E. P. Goods on hand. Inspection invited. G. and T. Y. would particularly draw the attention of intending purchasers to the quality of their Watches, which they have at all prices, and can confidently recommend them as being good timekeepers and durable. They were awarded the First Prize at the New Zealand Exhibition for their watches and clocks. bbox=[170, 182, 318, 338]
column-4 bbox=[487, 34, 635, 1604]
important-notice: IMPORTANT NOTICE. bbox=[193, 168, 295, 179]
divider bbox=[8, 1097, 158, 1098]
divider bbox=[170, 489, 318, 490]
dissatisfied-text: LONDON, Feb. 16.— In a money article the "Times" publishes a manufacturers' memorandum from representatives of certain industries, who purpose holding a meeting to consider the withdrawal of their application for space in the Melbourne Exhibition, owing to the Victorian tariff. It is regretted that the protective system was unmodified previous to the dissolution, and fresh legislation is regarded as impossible in sufficient time for the advantage of exhibitors. The policy of Sydney is favorably contrasted. bbox=[962, 1081, 1106, 1191]
evans-address: next North Road, Cain's Terrace, and Beach Timaru. bbox=[170, 763, 318, 782]
drunks-text: Two inebriates were fined 10s each. In a case furiously driving when in a state of intoxication, the offender was fined £3 and costs. bbox=[646, 1109, 793, 1137]
arrived-label: ARRIVED. bbox=[65, 76, 101, 85]
theatre-text: The Opera Bouffe and Comedy Company who have been so well billed during the past few days, opened at the Theatre Royal last evening. There was a moderate downstairs audience but it was evident that the patronage of playgoers was divided by the rival entertainment in another part of the town. It is also not improbable, that the indifferent quality of the musical performances that have for some time past been served out to the critical tastes of Timaru militated against the attendance. If this was the case the company has undoubtedly suffered for the sins of others and not their own. As purveyors to the popular appetite for amusement in its most pleasing garb they are entitled to something more than a passing word of praise. Some of the most delightful entertainments rendered in the colonies have been contributed by what are known as "One Horse Companies." The present company is a small one, but it is little but good. Their entertainment is singularly varied; it contains a mixture of the grave and the gay, but the latter predominates with just sufficient of the sombre to relieve the laughter-provoking song and dialogue. We are assured that they have an extensive repertoire, and if last night's programme is a fair sample of the whole, their audiences are bound to grow through the agency of unasked advertisements. The vocalists of the company, four in number, possess good voices, not excellent actors, and have a keen appreciation of comedy united with great versatility. Qualities like these naturally adapt them for lyric efforts. Mdlle. Muriel has a voice of good compass, and of singular sweetness and melody. She sings without apparent effort, her acting is pleasing and vivacious, and she conveys the impression of an artiste who is not only thoroughly at home in the characters she impersonates, but enjoys the delight she imparts to others. The cavatina, "Tell me my heart," rendered by her, was one of the gems of the evening. In the operetta, "The Rose of Auvergne," she excelled as Fleurette, keeping the audience on the tiptoe of applause all through the performance. Mr T. B. Browning's Blacksmith was a meritorious impersonation. He gave a most graphic rendition of the character, and his realisation of the chance, together with his vigorous rendition of the dialogue, contributed much to the success of the representation. In the duets and concerted music his fine powerful baritone was heard to great advantage. The well-known ballad, "The Village Blacksmith," was sung by him as an encore, and earned that tribute to a clever capital voice. Later in the evening his rendition of "The Doves" evoked an enthusiastic encore, and in response he sang "Wrecked and Saved" in a manner that fully deserved the warm approval elicited. Mr C. H. Crowthers, who is the owner of a good tenor voice, was evidently suffering from cold, but his representation of Alphonse, in the operetta, was exceeding creditable, while his singing of "My pretty Jane" was very good. A duet from Gaude Girotla, by Messrs Crowthers and Browning, was received with warm approval, as was also a comic duet sustained by Mdlle. Muriel and Mr F. W. Fisher. The last-named gentleman has a fund of sparkling humour, and his character sketches are exceedingly amusing. He sang, dance, or dialogue he is equally good, and we need hardly say that with such qualifications he succeeded in winning for himself a large share of the interest. He is as much at home in the various details of which our space will not allow us to do justice—concluded with "The Soldier's Return," a burletta brimful of amusing situations, which, it is needless to say, were keenly relished. On the whole the performance was crisp, light, and agreeable, diversified with lights and shades, and combined good music (and we must not forget to say that the W. A. Jenkins, as musical director, made his piano do everything but speak), with grotesque imagery and sparkling dialogue. This evening there will be a change of programme and, we fully anticipate, a good house. bbox=[804, 208, 951, 991]
weather-row: Mar. 4—Fair bbox=[22, 470, 61, 480]
